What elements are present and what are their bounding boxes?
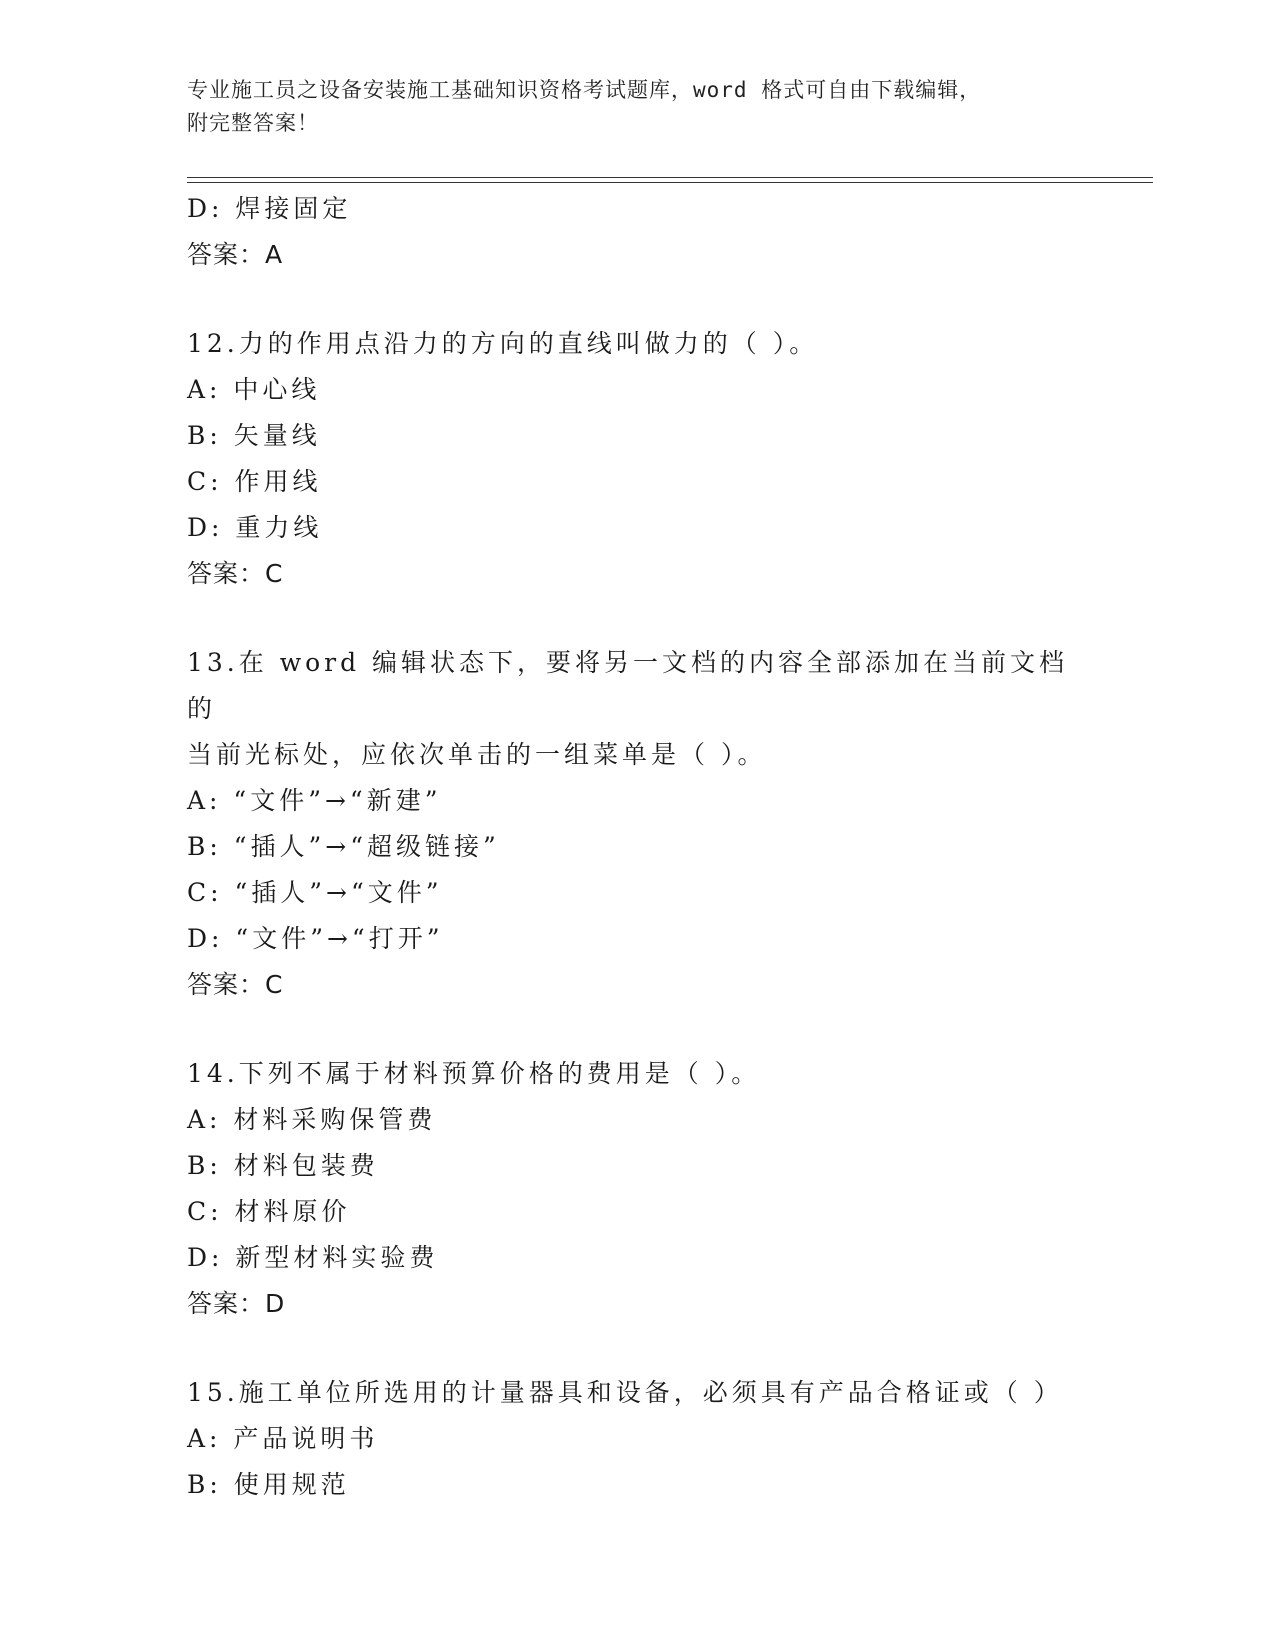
header-divider-bottom [187,182,1153,183]
question-text: 15.施工单位所选用的计量器具和设备，必须具有产品合格证或（ ） [187,1378,1063,1407]
question-text: 14.下列不属于材料预算价格的费用是（ ）。 [187,1059,761,1088]
option-d: D: 新型材料实验费 [187,1243,439,1272]
question-15 [187,1370,1087,1508]
option-b: B: 使用规范 [187,1470,350,1499]
question-text: 12.力的作用点沿力的方向的直线叫做力的（ ）。 [187,329,819,358]
option-c: C: 作用线 [187,467,322,496]
option-d: D: 焊接固定 [187,194,352,223]
option-a: A: “文件”→“新建” [187,786,442,815]
question-12 [187,321,1087,597]
option-b: B: 材料包装费 [187,1151,379,1180]
header-line-2: 附完整答案！ [187,111,319,135]
option-d: D: 重力线 [187,513,323,542]
option-c: C: 材料原价 [187,1197,351,1226]
header-divider-top [187,177,1153,178]
option-b: B: “插人”→“超级链接” [187,832,500,861]
answer-line: 答案：C [187,559,284,588]
question-text-line-2: 当前光标处，应依次单击的一组菜单是（ ）。 [187,740,767,769]
option-c: C: “插人”→“文件” [187,878,443,907]
answer-line: 答案：D [187,1289,286,1318]
option-a: A: 中心线 [187,375,321,404]
previous-question-tail [187,186,1087,278]
question-13 [187,640,1087,1008]
option-a: A: 材料采购保管费 [187,1105,437,1134]
question-list [187,186,1087,1508]
question-14 [187,1051,1087,1327]
option-a: A: 产品说明书 [187,1424,379,1453]
answer-line: 答案：A [187,240,284,269]
header-line-1: 专业施工员之设备安装施工基础知识资格考试题库，word 格式可自由下载编辑， [187,78,982,102]
option-d: D: “文件”→“打开” [187,924,444,953]
answer-line: 答案：C [187,970,284,999]
document-header [187,74,1067,140]
question-text-line-1: 13.在 word 编辑状态下，要将另一文档的内容全部添加在当前文档的 [187,648,1069,723]
option-b: B: 矢量线 [187,421,321,450]
